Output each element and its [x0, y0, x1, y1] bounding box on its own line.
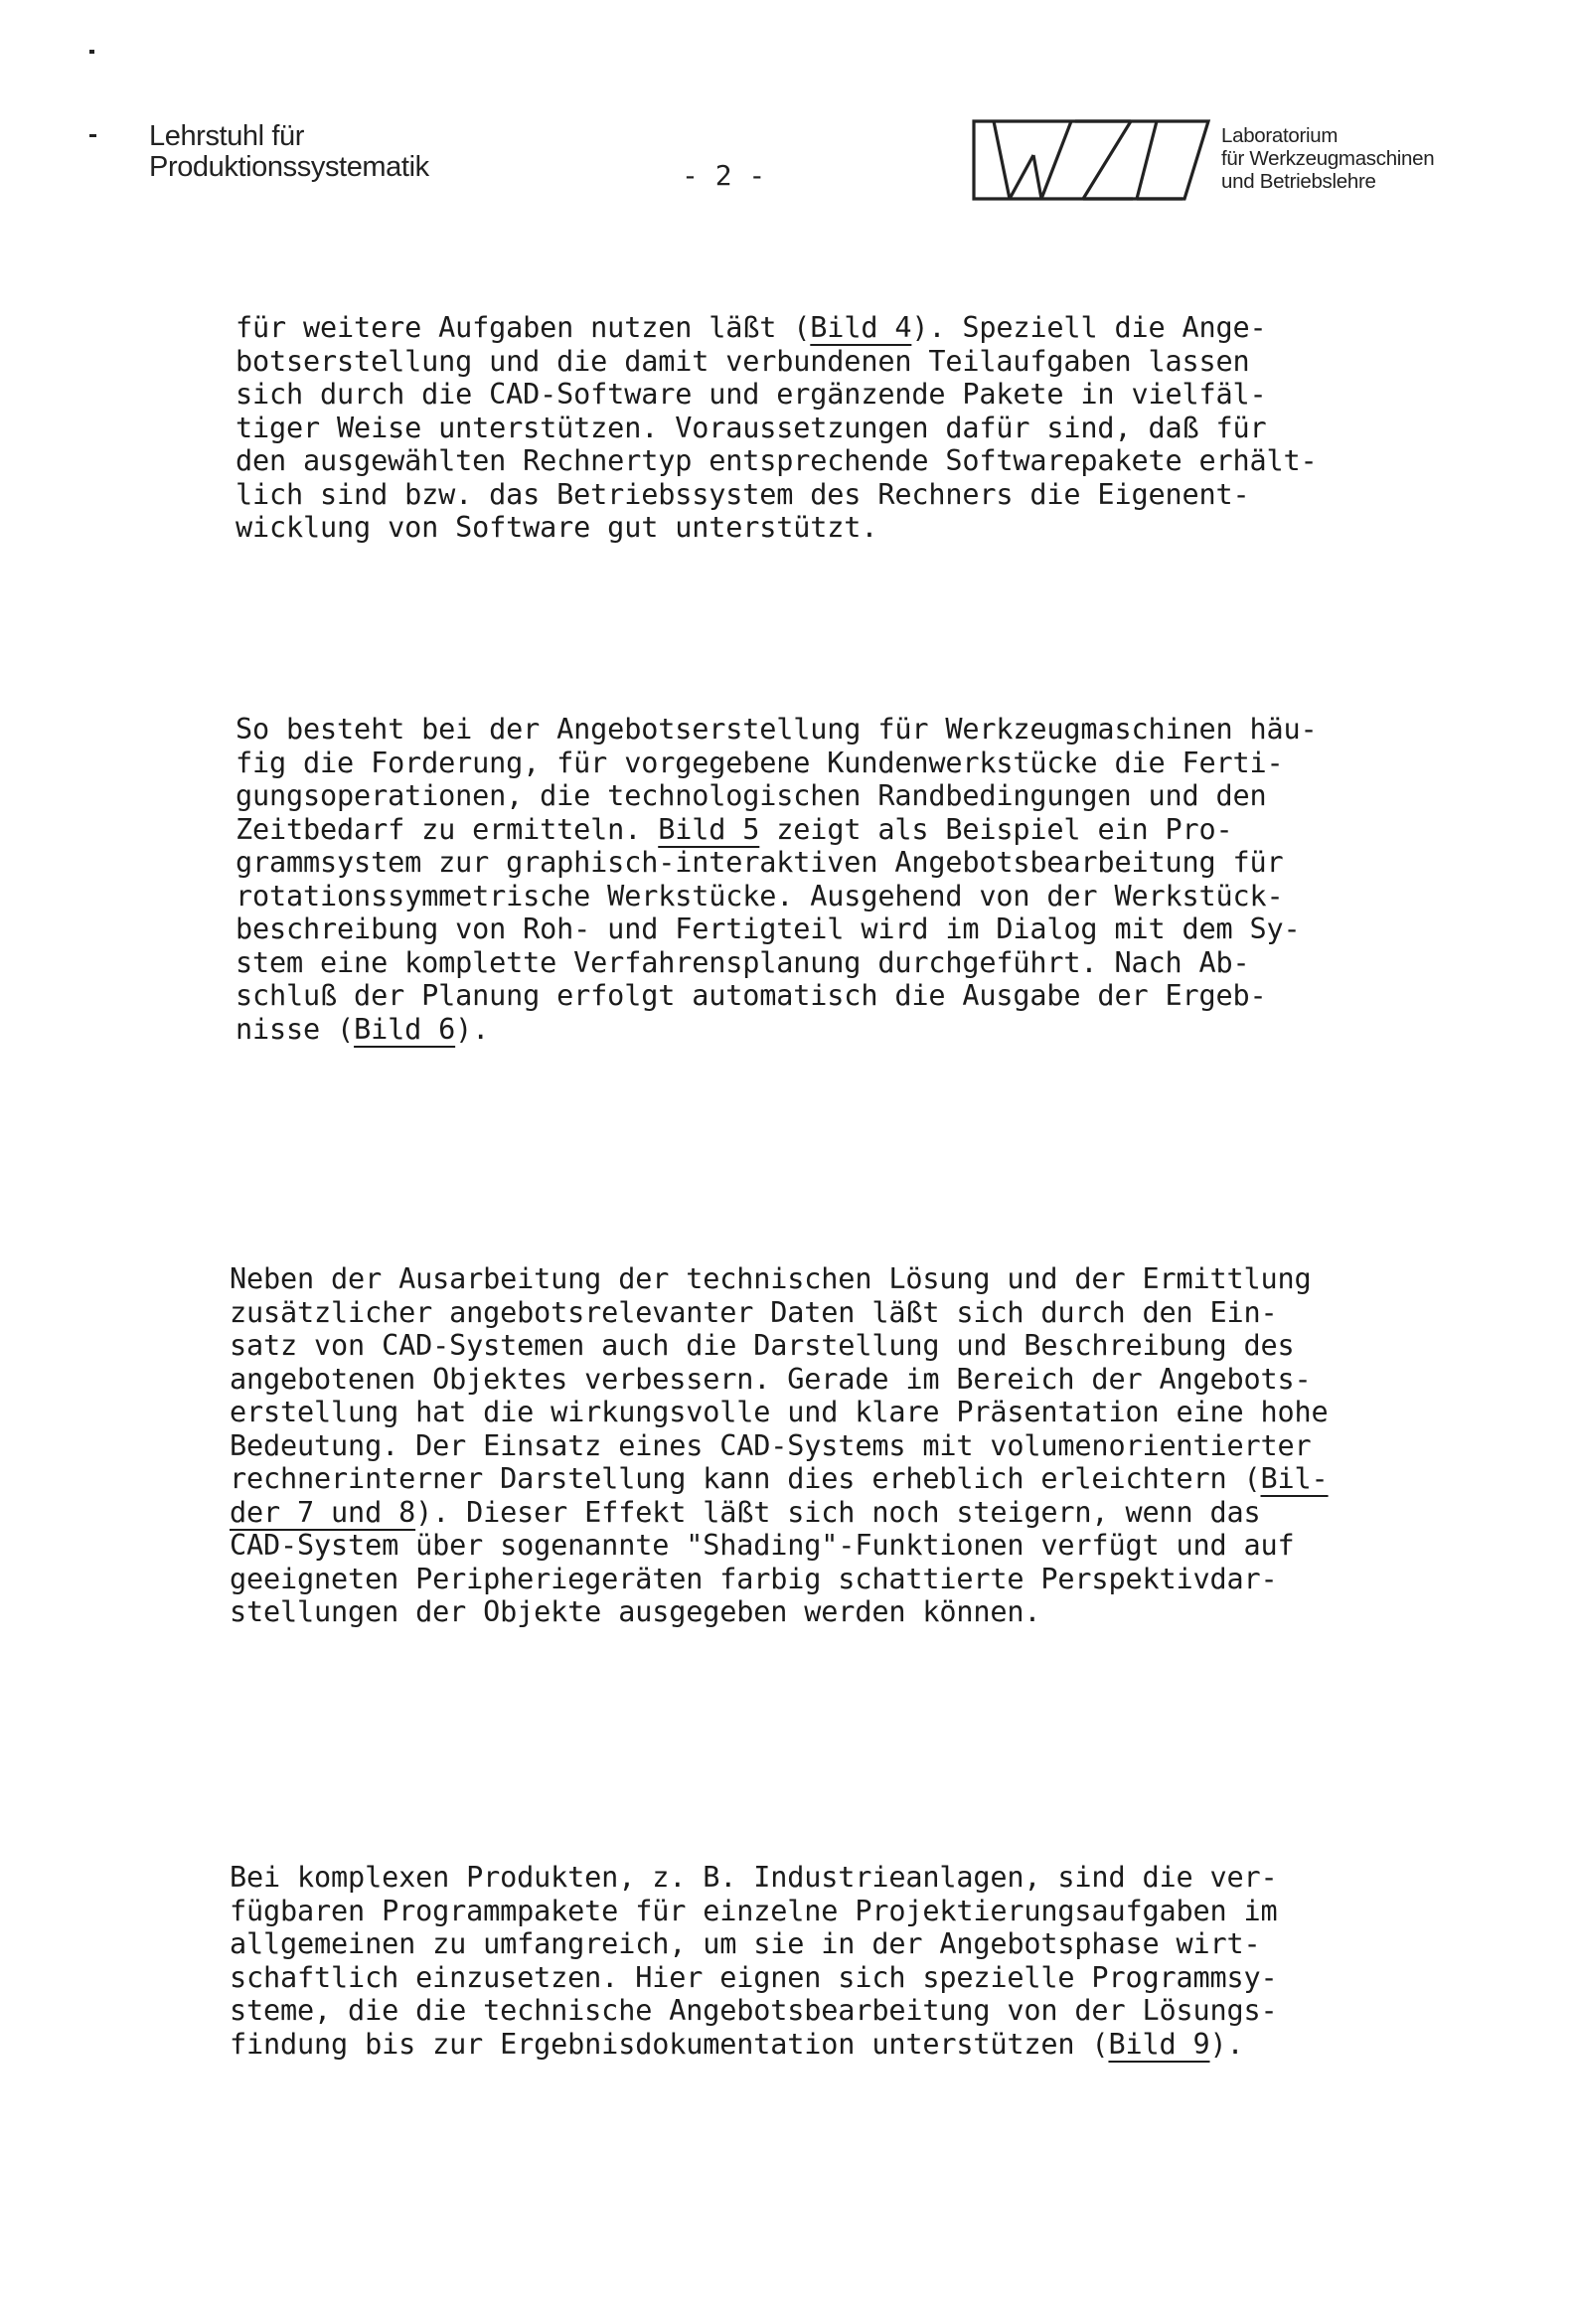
- text-line: Bedeutung. Der Einsatz eines CAD-Systems mit volumenorientierter: [230, 1428, 1312, 1462]
- line-text-before: Zeitbedarf zu ermitteln.: [236, 812, 659, 846]
- text-line: [236, 1013, 489, 1046]
- text-line: schaftlich einzusetzen. Hier eignen sich spezielle Programmsy-: [230, 1960, 1278, 1994]
- text-line: wicklung von Software gut unterstützt.: [236, 511, 878, 544]
- text-line: stem eine komplette Verfahrensplanung durchgeführt. Nach Ab-: [236, 945, 1250, 979]
- text-line: angebotenen Objektes verbessern. Gerade im Bereich der Angebots-: [230, 1362, 1312, 1396]
- text-line: den ausgewählten Rechnertyp entsprechende Softwarepakete erhält-: [236, 444, 1318, 477]
- text-line: [230, 2028, 1244, 2061]
- text-line: geeigneten Peripheriegeräten farbig schattierte Perspektivdar-: [230, 1562, 1278, 1595]
- text-line: sich durch die CAD-Software und ergänzende Pakete in vielfäl-: [236, 378, 1267, 411]
- lab-name: [1221, 124, 1434, 193]
- text-line: fügbaren Programmpakete für einzelne Projektierungsaufgaben im: [230, 1894, 1278, 1927]
- line-text-after: ). Speziell die Ange-: [911, 311, 1267, 344]
- line-text-after: ).: [455, 1012, 490, 1046]
- text-line: schluß der Planung erfolgt automatisch die Ausgabe der Ergeb-: [236, 979, 1267, 1012]
- line-text-before: für weitere Aufgaben nutzen läßt (: [236, 311, 811, 344]
- line-text-before: nisse (: [236, 1012, 355, 1046]
- chair-name: [149, 121, 429, 183]
- text-line: botserstellung und die damit verbundenen Teilaufgaben lassen: [236, 344, 1250, 378]
- text-line: stellungen der Objekte ausgegeben werden können.: [230, 1595, 1041, 1628]
- figure-reference: Bild 4: [810, 311, 912, 344]
- text-line: gungsoperationen, die technologischen Randbedingungen und den: [236, 779, 1267, 812]
- wzl-logo: [972, 115, 1215, 205]
- lab-line-3: und Betriebslehre: [1221, 170, 1376, 193]
- text-line: CAD-System über sogenannte "Shading"-Funktionen verfügt und auf: [230, 1529, 1295, 1562]
- text-line: So besteht bei der Angebotserstellung für Werkzeugmaschinen häu-: [236, 713, 1318, 746]
- figure-reference: Bil-: [1260, 1462, 1329, 1495]
- text-line: lich sind bzw. das Betriebssystem des Rechners die Eigenent-: [236, 477, 1250, 511]
- text-line: tiger Weise unterstützen. Voraussetzungen dafür sind, daß für: [236, 411, 1267, 444]
- chair-line-1: Lehrstuhl für: [149, 120, 304, 152]
- lab-line-2: für Werkzeugmaschinen: [1221, 147, 1435, 170]
- text-line: grammsystem zur graphisch-interaktiven Angebotsbearbeitung für: [236, 846, 1284, 879]
- text-line: [230, 1462, 1329, 1495]
- text-line: allgemeinen zu umfangreich, um sie in der Angebotsphase wirt-: [230, 1927, 1261, 1960]
- text-line: [230, 1496, 1261, 1529]
- text-line: rotationssymmetrische Werkstücke. Ausgehend von der Werkstück-: [236, 879, 1284, 913]
- text-line: zusätzlicher angebotsrelevanter Daten läßt sich durch den Ein-: [230, 1295, 1278, 1329]
- figure-reference: Bild 9: [1108, 2027, 1210, 2061]
- text-line: satz von CAD-Systemen auch die Darstellung und Beschreibung des: [230, 1329, 1295, 1362]
- text-line: beschreibung von Roh- und Fertigteil wird im Dialog mit dem Sy-: [236, 913, 1301, 945]
- chair-line-2: Produktionssystematik: [149, 151, 429, 183]
- text-line: fig die Forderung, für vorgegebene Kundenwerkstücke die Ferti-: [236, 746, 1284, 779]
- line-text-after: zeigt als Beispiel ein Pro-: [759, 812, 1233, 846]
- figure-reference: der 7 und 8: [230, 1495, 416, 1529]
- figure-reference: Bild 5: [658, 812, 760, 846]
- line-text-after: ). Dieser Effekt läßt sich noch steigern, wenn das: [415, 1495, 1261, 1529]
- text-line: Bei komplexen Produkten, z. B. Industrieanlagen, sind die ver-: [230, 1861, 1278, 1894]
- page-number: - 2 -: [682, 159, 766, 192]
- line-text-before: rechnerinterner Darstellung kann dies erheblich erleichtern (: [230, 1462, 1261, 1495]
- lab-line-1: Laboratorium: [1221, 124, 1339, 147]
- scan-speck: [89, 134, 96, 137]
- text-line: Neben der Ausarbeitung der technischen Lösung und der Ermittlung: [230, 1262, 1312, 1295]
- scan-speck: [89, 50, 94, 54]
- line-text-before: findung bis zur Ergebnisdokumentation unterstützen (: [230, 2027, 1109, 2061]
- text-line: [236, 813, 1233, 846]
- line-text-after: ).: [1209, 2027, 1244, 2061]
- text-line: [236, 311, 1267, 344]
- text-line: steme, die die technische Angebotsbearbeitung von der Lösungs-: [230, 1994, 1278, 2027]
- logo-text: WZL: [972, 115, 974, 116]
- text-line: erstellung hat die wirkungsvolle und klare Präsentation eine hohe: [230, 1396, 1329, 1428]
- figure-reference: Bild 6: [354, 1012, 456, 1046]
